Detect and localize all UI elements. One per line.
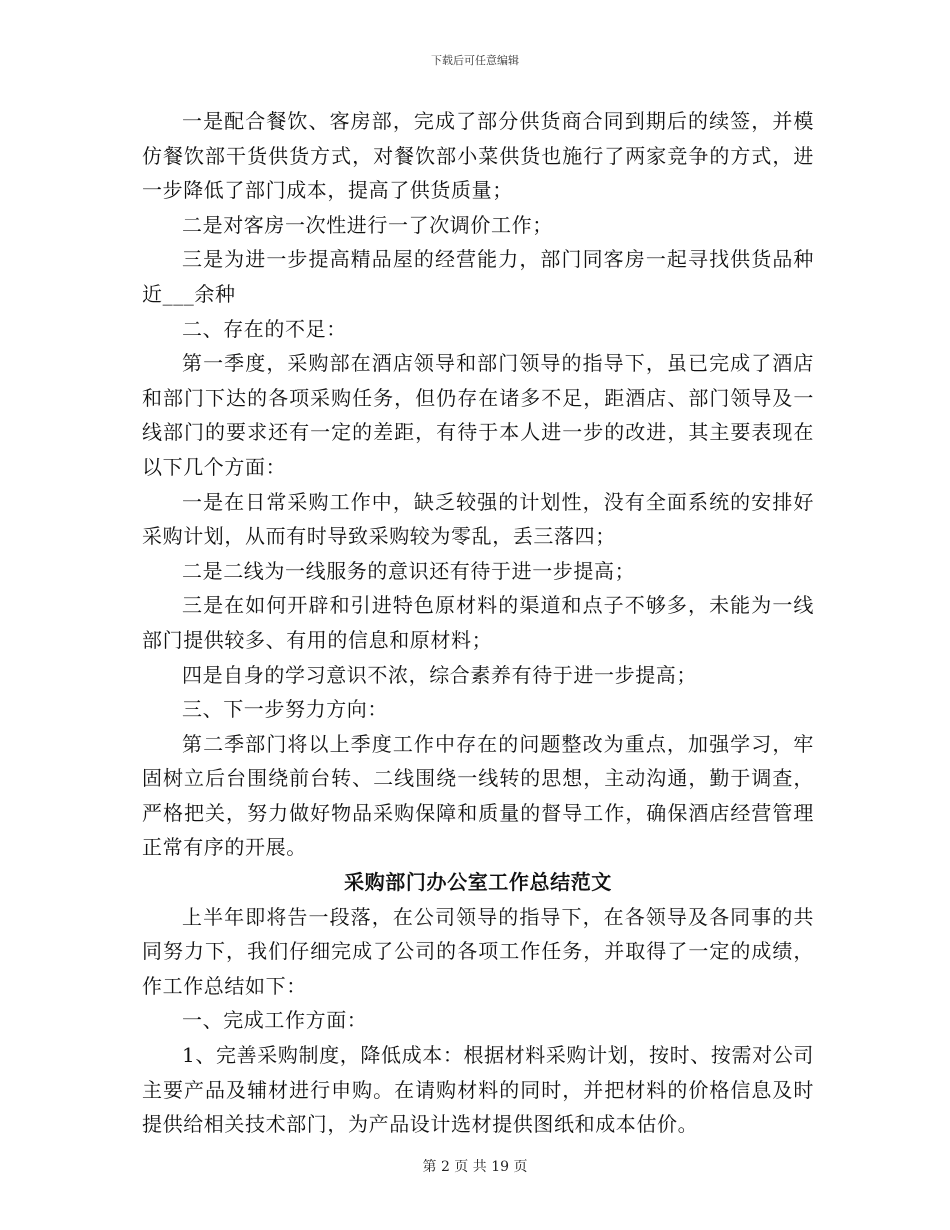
paragraph: 1、完善采购制度，降低成本：根据材料采购计划，按时、按需对公司主要产品及辅材进行申购。在请购材料的同时，并把材料的价格信息及时提供给相关技术部门，为产品设计选材提供图纸和成本估价。 [142,1043,814,1137]
document-title: 采购部门办公室工作总结范文 [344,870,612,895]
page-header: 下载后可任意编辑 [431,54,519,67]
paragraph: 第二季部门将以上季度工作中存在的问题整改为重点，加强学习，牢固树立后台围绕前台转、二线围绕一线转的思想，主动沟通，勤于调查，严格把关，努力做好物品采购保障和质量的督导工作，确保酒店经营管理正常有序的开展。 [142,731,814,860]
paragraph: 上半年即将告一段落，在公司领导的指导下，在各领导及各同事的共同努力下，我们仔细完成了公司的各项工作任务，并取得了一定的成绩，作工作总结如下： [142,904,814,998]
section-heading: 二、存在的不足： [182,316,347,341]
paragraph: 二是对客房一次性进行一了次调价工作； [182,212,553,237]
paragraph: 二是二线为一线服务的意识还有待于进一步提高； [182,558,636,583]
paragraph: 四是自身的学习意识不浓，综合素养有待于进一步提高； [182,662,697,687]
paragraph: 三是在如何开辟和引进特色原材料的渠道和点子不够多，未能为一线部门提供较多、有用的信息和原材料； [142,593,814,652]
paragraph: 一是配合餐饮、客房部，完成了部分供货商合同到期后的续签，并模仿餐饮部干货供货方式，对餐饮部小菜供货也施行了两家竞争的方式，进一步降低了部门成本，提高了供货质量； [142,109,814,203]
document-body [142,104,814,1142]
paragraph: 三是为进一步提高精品屋的经营能力，部门同客房一起寻找供货品种近___余种 [142,247,814,306]
section-heading: 三、下一步努力方向： [182,697,388,722]
paragraph: 第一季度，采购部在酒店领导和部门领导的指导下，虽已完成了酒店和部门下达的各项采购任务，但仍存在诸多不足，距酒店、部门领导及一线部门的要求还有一定的差距，有待于本人进一步的改进，其主要表现在以下几个方面： [142,351,814,479]
paragraph: 一是在日常采购工作中，缺乏较强的计划性，没有全面系统的安排好采购计划，从而有时导致采购较为零乱，丢三落四； [142,489,814,549]
page-number: 第 2 页 共 19 页 [422,1159,528,1175]
section-heading: 一、完成工作方面： [182,1008,368,1033]
